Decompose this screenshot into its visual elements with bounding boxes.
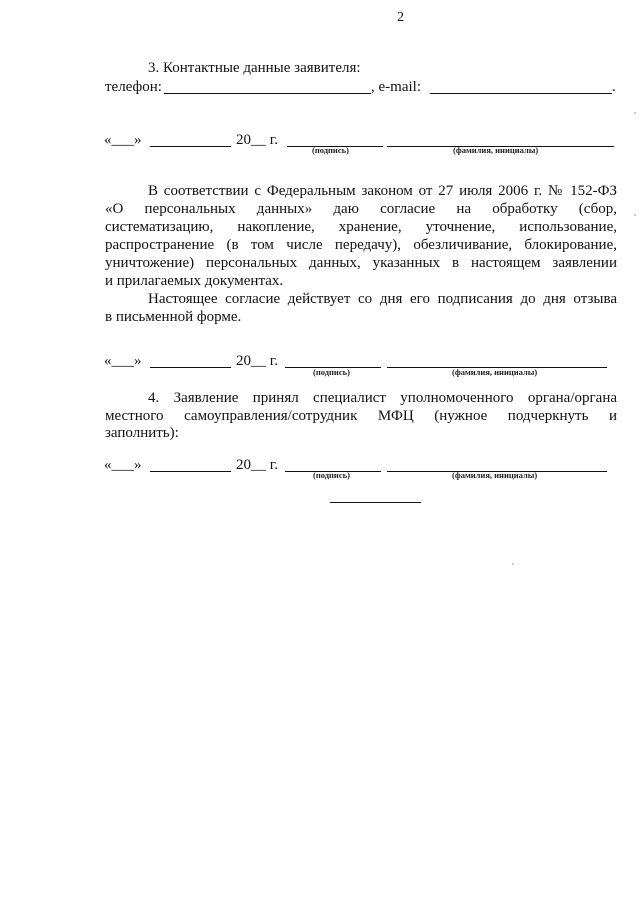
date-year-field-3: 20__ г. bbox=[236, 457, 278, 473]
section4-line-3: заполнить): bbox=[105, 425, 179, 441]
name-caption-2: (фамилия, инициалы) bbox=[452, 367, 538, 377]
contact-heading: 3. Контактные данные заявителя: bbox=[148, 60, 361, 76]
date-year-field-2: 20__ г. bbox=[236, 353, 278, 369]
date-year-field: 20__ г. bbox=[236, 132, 278, 148]
date-month-line-2[interactable] bbox=[150, 367, 231, 368]
name-caption: (фамилия, инициалы) bbox=[453, 145, 539, 155]
date-month-line-3[interactable] bbox=[150, 471, 231, 472]
consent-line-3: систематизацию, накопление, хранение, уточнение, использование, bbox=[105, 219, 617, 235]
phone-field-line[interactable] bbox=[164, 93, 371, 94]
name-caption-3: (фамилия, инициалы) bbox=[452, 470, 538, 480]
closing-rule bbox=[330, 502, 421, 503]
consent-line-2: «О персональных данных» даю согласие на обработку (сбор, bbox=[105, 201, 617, 217]
consent-line-5: уничтожение) персональных данных, указанных в настоящем заявлении bbox=[105, 255, 617, 271]
section4-line-2: местного самоуправления/сотрудник МФЦ (нужное подчеркнуть и bbox=[105, 408, 617, 424]
consent-line-6: и прилагаемых документах. bbox=[105, 273, 284, 289]
scan-speck bbox=[512, 563, 514, 565]
date-day-field-3: «___» bbox=[104, 457, 142, 473]
email-label: , e-mail: bbox=[371, 79, 421, 95]
email-field-line[interactable] bbox=[430, 93, 612, 94]
date-day-field: «___» bbox=[104, 132, 142, 148]
consent-line-1: В соответствии с Федеральным законом от 27 июля 2006 г. № 152-ФЗ bbox=[148, 183, 617, 199]
signature-caption: (подпись) bbox=[312, 145, 349, 155]
date-day-field-2: «___» bbox=[104, 353, 142, 369]
scan-speck bbox=[634, 112, 636, 114]
section4-line-1: 4. Заявление принял специалист уполномоченного органа/органа bbox=[148, 390, 617, 406]
consent-line-4: распространение (в том числе передачу), обезличивание, блокирование, bbox=[105, 237, 617, 253]
phone-label: телефон: bbox=[105, 79, 162, 95]
validity-line-1: Настоящее согласие действует со дня его подписания до дня отзыва bbox=[148, 291, 617, 307]
scan-speck bbox=[634, 214, 636, 216]
date-month-line[interactable] bbox=[150, 146, 231, 147]
signature-caption-2: (подпись) bbox=[313, 367, 350, 377]
validity-line-2: в письменной форме. bbox=[105, 309, 242, 325]
page-number: 2 bbox=[397, 10, 404, 25]
signature-caption-3: (подпись) bbox=[313, 470, 350, 480]
contact-end-punct: . bbox=[612, 79, 616, 95]
